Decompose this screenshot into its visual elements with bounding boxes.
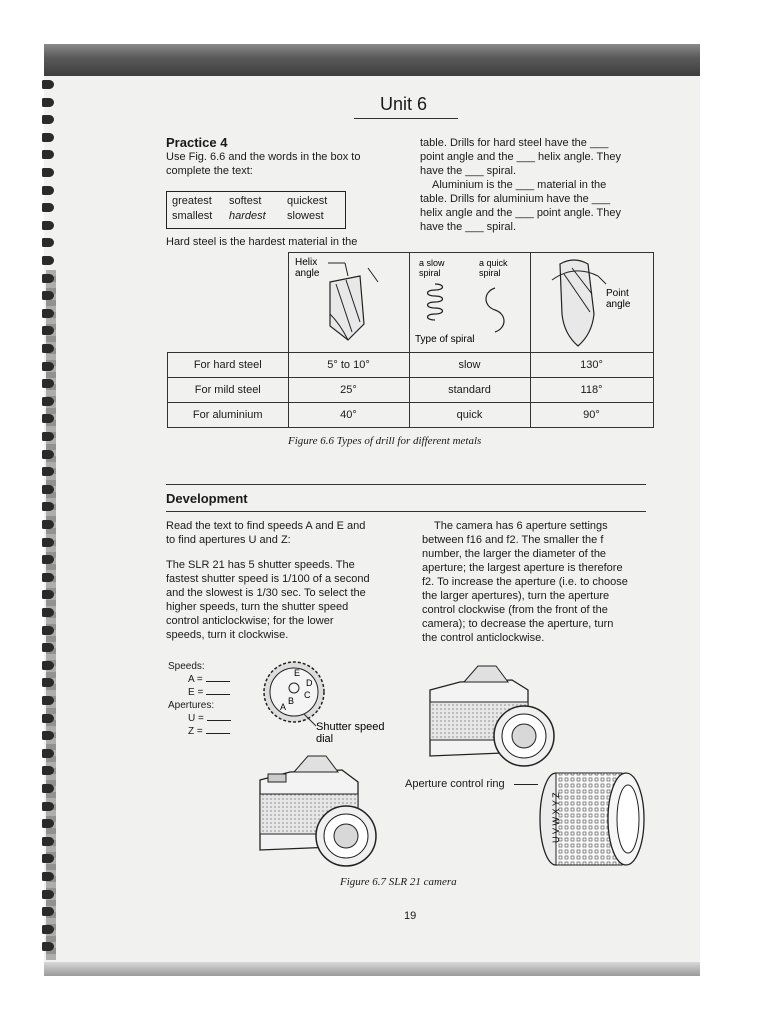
dev-left-line: to find apertures U and Z: xyxy=(166,534,291,546)
table-row xyxy=(168,378,654,403)
word-box-cell: quickest xyxy=(287,195,328,207)
aperture-ring-illustration xyxy=(534,765,654,875)
binding-ring xyxy=(42,661,54,670)
dev-left-line: control anticlockwise; for the lower xyxy=(166,615,334,627)
section-rule-top xyxy=(166,484,646,485)
practice-right-line: have the ___ spiral. xyxy=(420,221,517,233)
binding-ring xyxy=(42,362,54,371)
shutter-speed-label: Shutter speed xyxy=(316,721,385,733)
speed-e-label: E = xyxy=(188,687,204,698)
development-right-column xyxy=(422,519,652,645)
dev-right-line: the larger apertures), turn the aperture xyxy=(422,590,610,602)
binding-ring xyxy=(42,714,54,723)
aperture-u-label: U = xyxy=(188,713,204,724)
dev-right-line: camera); to decrease the aperture, turn xyxy=(422,618,614,630)
binding-ring xyxy=(42,238,54,247)
left-sentence: Hard steel is the hardest material in the xyxy=(166,236,358,248)
dev-right-line: f2. To increase the aperture (i.e. to choose xyxy=(422,576,628,588)
speed-a-blank xyxy=(206,681,230,682)
dial-letter-b: B xyxy=(288,696,295,706)
binding-ring xyxy=(42,80,54,89)
aperture-z-blank xyxy=(206,733,230,734)
drill-table xyxy=(167,252,654,428)
dial-letter-c: C xyxy=(304,690,311,700)
practice-right-column xyxy=(420,136,650,234)
dev-right-line: control clockwise (from the front of the xyxy=(422,604,608,616)
quick-spiral-label-2: spiral xyxy=(478,268,501,278)
scan-shadow-bottom xyxy=(44,962,700,976)
speed-a-label: A = xyxy=(188,674,203,685)
binding-ring xyxy=(42,626,54,635)
aperture-z-label: Z = xyxy=(188,726,203,737)
binding-ring xyxy=(42,837,54,846)
dev-right-line: The camera has 6 aperture settings xyxy=(434,520,608,532)
word-box xyxy=(166,191,346,229)
metal-cell: For aluminium xyxy=(168,403,289,428)
binding-ring xyxy=(42,520,54,529)
speeds-label: Speeds: xyxy=(168,661,205,672)
aperture-u-row xyxy=(168,712,231,725)
dev-left-line: The SLR 21 has 5 shutter speeds. The xyxy=(166,559,355,571)
point-angle-illustration xyxy=(532,254,652,348)
unit-title-rule xyxy=(354,118,458,119)
slow-spiral-icon xyxy=(427,284,442,320)
word-box-cell: slowest xyxy=(287,210,324,222)
aperture-ring-label: Aperture control ring xyxy=(405,778,505,790)
point-angle-cell: 90° xyxy=(530,403,653,428)
speed-e-row xyxy=(168,686,231,699)
dev-left-line: speeds, turn it clockwise. xyxy=(166,629,289,641)
spiral-cell: slow xyxy=(409,353,530,378)
helix-drill-illustration xyxy=(290,254,408,348)
binding-ring xyxy=(42,186,54,195)
word-box-cell: smallest xyxy=(172,210,213,222)
metal-cell: For hard steel xyxy=(168,353,289,378)
binding-ring xyxy=(42,907,54,916)
shutter-dial-label: dial xyxy=(316,733,334,745)
dev-left-line: and the slowest is 1/30 sec. To select the xyxy=(166,587,366,599)
binding-ring xyxy=(42,274,54,283)
page-number: 19 xyxy=(404,910,417,922)
binding-ring xyxy=(42,819,54,828)
binding-ring xyxy=(42,414,54,423)
dial-letter-e: E xyxy=(294,668,301,678)
binding-ring xyxy=(42,555,54,564)
helix-illustration-cell xyxy=(288,253,409,353)
answer-labels xyxy=(168,660,231,738)
helix-label: Helix xyxy=(294,257,317,268)
spiral-cell: quick xyxy=(409,403,530,428)
practice-right-line: have the ___ spiral. xyxy=(420,165,517,177)
spiral-illustration-cell xyxy=(409,253,530,353)
section-rule-bottom xyxy=(166,511,646,512)
binding-ring xyxy=(42,168,54,177)
quick-spiral-label: a quick xyxy=(478,258,508,268)
practice-right-line: Aluminium is the ___ material in the xyxy=(432,179,607,191)
binding-ring xyxy=(42,590,54,599)
spiral-binding xyxy=(38,80,60,960)
binding-ring xyxy=(42,256,54,265)
figure-6-6-caption: Figure 6.6 Types of drill for different metals xyxy=(288,435,482,447)
ring-letters: U V W X Y Z xyxy=(551,792,561,843)
aperture-u-blank xyxy=(207,720,231,721)
point-angle-cell: 118° xyxy=(530,378,653,403)
binding-ring xyxy=(42,309,54,318)
binding-ring xyxy=(42,502,54,511)
binding-ring xyxy=(42,942,54,951)
point-angle-label: angle xyxy=(605,299,630,310)
binding-ring xyxy=(42,432,54,441)
development-heading: Development xyxy=(166,491,248,506)
type-of-spiral-label: Type of spiral xyxy=(414,334,474,345)
dev-left-line: Read the text to find speeds A and E and xyxy=(166,520,366,532)
dev-right-line: the control anticlockwise. xyxy=(422,632,545,644)
shutter-dial-illustration xyxy=(258,660,418,750)
point-angle-illustration-cell xyxy=(530,253,653,353)
practice-instruction-2: complete the text: xyxy=(166,165,253,177)
empty-corner-cell xyxy=(168,253,289,353)
binding-ring xyxy=(42,643,54,652)
binding-ring xyxy=(42,485,54,494)
spiral-illustration xyxy=(411,254,529,348)
binding-ring xyxy=(42,854,54,863)
practice-right-line: point angle and the ___ helix angle. They xyxy=(420,151,622,163)
unit-title: Unit 6 xyxy=(380,94,428,114)
binding-ring xyxy=(42,98,54,107)
table-row xyxy=(168,353,654,378)
dev-left-line: fastest shutter speed is 1/100 of a second xyxy=(166,573,370,585)
binding-ring xyxy=(42,203,54,212)
binding-ring xyxy=(42,766,54,775)
aperture-z-row xyxy=(168,725,231,738)
practice-right-line: table. Drills for hard steel have the ___ xyxy=(420,137,609,149)
quick-spiral-icon xyxy=(486,288,504,332)
word-box-cell: greatest xyxy=(172,195,212,207)
binding-ring xyxy=(42,872,54,881)
dev-right-line: aperture; the largest aperture is therefore xyxy=(422,562,623,574)
binding-ring xyxy=(42,133,54,142)
point-angle-cell: 130° xyxy=(530,353,653,378)
binding-ring xyxy=(42,397,54,406)
apertures-label: Apertures: xyxy=(168,700,215,711)
metal-cell: For mild steel xyxy=(168,378,289,403)
practice-section xyxy=(166,135,360,178)
dev-left-line: higher speeds, turn the shutter speed xyxy=(166,601,349,613)
practice-instruction-1: Use Fig. 6.6 and the words in the box to xyxy=(166,151,361,163)
camera-left-illustration xyxy=(246,750,386,870)
camera-right-illustration xyxy=(420,660,560,770)
helix-angle-cell: 25° xyxy=(288,378,409,403)
helix-angle-cell: 5° to 10° xyxy=(288,353,409,378)
angle-label: angle xyxy=(294,268,319,279)
dev-right-line: number, the larger the diameter of the xyxy=(422,548,607,560)
binding-ring xyxy=(42,115,54,124)
binding-ring xyxy=(42,890,54,899)
binding-ring xyxy=(42,538,54,547)
binding-ring xyxy=(42,450,54,459)
binding-ring xyxy=(42,784,54,793)
dial-letter-d: D xyxy=(306,678,313,688)
binding-ring xyxy=(42,326,54,335)
binding-ring xyxy=(42,925,54,934)
binding-ring xyxy=(42,221,54,230)
word-box-cell: hardest xyxy=(229,210,266,222)
speed-a-row xyxy=(168,673,231,686)
word-box-cell: softest xyxy=(229,195,262,207)
binding-ring xyxy=(42,802,54,811)
table-row xyxy=(168,403,654,428)
binding-ring xyxy=(42,749,54,758)
speed-e-blank xyxy=(206,694,230,695)
slow-spiral-label: a slow xyxy=(418,258,445,268)
binding-ring xyxy=(42,696,54,705)
development-left-column xyxy=(166,519,396,642)
binding-ring xyxy=(42,379,54,388)
figure-6-7-caption: Figure 6.7 SLR 21 camera xyxy=(340,876,457,888)
binding-ring xyxy=(42,678,54,687)
binding-ring xyxy=(42,731,54,740)
binding-ring xyxy=(42,573,54,582)
binding-ring xyxy=(42,608,54,617)
dial-letter-a: A xyxy=(280,702,287,712)
binding-ring xyxy=(42,344,54,353)
binding-ring xyxy=(42,467,54,476)
practice-heading: Practice 4 xyxy=(166,135,228,150)
point-label: Point xyxy=(605,288,629,299)
scan-shadow-top xyxy=(44,44,700,78)
binding-ring xyxy=(42,150,54,159)
practice-right-line: helix angle and the ___ point angle. They xyxy=(420,207,622,219)
slow-spiral-label-2: spiral xyxy=(418,268,441,278)
helix-angle-cell: 40° xyxy=(288,403,409,428)
spiral-cell: standard xyxy=(409,378,530,403)
dev-right-line: between f16 and f2. The smaller the f xyxy=(422,534,604,546)
practice-right-line: table. Drills for aluminium have the ___ xyxy=(420,193,611,205)
binding-ring xyxy=(42,291,54,300)
